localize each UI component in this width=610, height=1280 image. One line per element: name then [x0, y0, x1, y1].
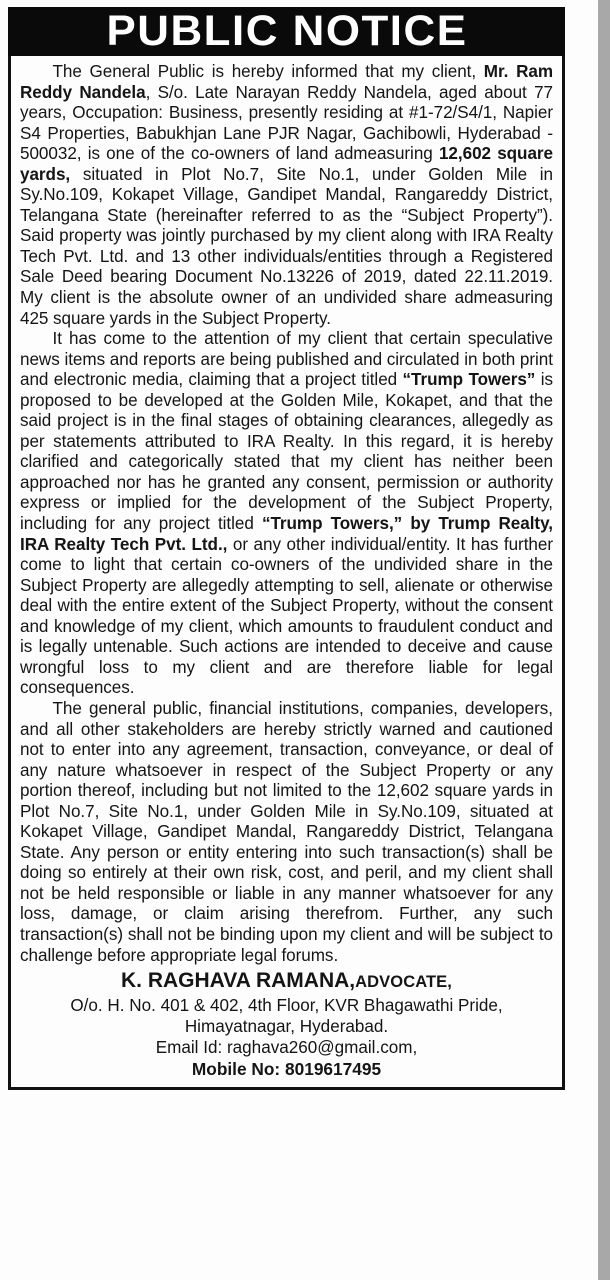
advocate-name-line [20, 968, 553, 995]
advocate-address-line-2: Himayatnagar, Hyderabad. [184, 1017, 389, 1037]
land-area-bold: 12,602 square yards, [20, 144, 554, 184]
paragraph-1-segment-1: The General Public is hereby informed that my client, [52, 62, 484, 81]
public-notice-advertisement [8, 7, 565, 1090]
advocate-email: Email Id: raghava260@gmail.com, [155, 1038, 418, 1058]
paragraph-2-segment-3: or any other individual/entity. It has further come to light that certain co-owners of the undivided share in the Subject Property are allegedly attempting to sell, alienate or otherwise deal with the entire extent of the Subject Property, without the consent and knowledge of my client, which amounts to fraudulent conduct and is legally untenable. Such actions are intended to deceive and cause wrongful loss to my client and are therefore liable for legal consequences. [20, 534, 553, 698]
project-title-bold: “Trump Towers” [402, 370, 536, 390]
paragraph-2-segment-2: is proposed to be developed at the Golden Mile, Kokapet, and that the said project is in the final stages of obtaining clearances, allegedly as per statements attributed to IRA Realty. In this regard, it is hereby clarified and categorically stated that my client has neither been approached nor has he granted any consent, permission or authority express or implied for the development of the Subject Property, including for any project titled [20, 370, 553, 534]
advocate-address-line-1: O/o. H. No. 401 & 402, 4th Floor, KVR Bhagawathi Pride, [70, 996, 503, 1016]
developers-bold: “Trump Towers,” by Trump Realty, IRA Realty Tech Pvt. Ltd., [20, 514, 553, 554]
paragraph-1-segment-3: situated in Plot No.7, Site No.1, under Golden Mile in Sy.No.109, Kokapet Village, Gandipet Mandal, Rangareddy District, Telangana State (hereinafter referred to as the “Subject Property”). Said property was jointly purchased by my client along with IRA Realty Tech Pvt. Ltd. and 13 other individuals/entities through a Registered Sale Deed bearing Document No.13226 of 2019, dated 22.11.2019. My client is the absolute owner of an undivided share admeasuring 425 square yards in the Subject Property. [20, 164, 553, 328]
client-name-bold: Mr. Ram Reddy Nandela [20, 62, 553, 102]
page-title: PUBLIC NOTICE [105, 7, 468, 55]
advocate-signature-block [20, 968, 553, 1080]
advocate-role: ADVOCATE, [355, 973, 452, 992]
notice-header-band [8, 7, 565, 56]
page-gutter-strip [598, 0, 610, 1280]
paragraph-2-segment-1: It has come to the attention of my client that certain speculative news items and reports are being published and circulated in both print and electronic media, claiming that a project titled [20, 329, 553, 390]
advocate-mobile: Mobile No: 8019617495 [191, 1059, 382, 1080]
notice-paragraph-1 [20, 62, 553, 329]
notice-paragraph-2 [20, 329, 553, 699]
paragraph-1-segment-2: , S/o. Late Narayan Reddy Nandela, aged about 77 years, Occupation: Business, presently residing at #1-72/S4/1, Napier S4 Properties, Babukhjan Lane PJR Nagar, Gachibowli, Hyderabad - 500032, is one of the co-owners of land admeasuring [20, 82, 553, 164]
advocate-name: K. RAGHAVA RAMANA, [121, 969, 356, 993]
notice-paragraph-3: The general public, financial institutions, companies, developers, and all other stakeholders are hereby strictly warned and cautioned not to enter into any agreement, transaction, conveyance, or deal of any nature whatsoever in respect of the Subject Property or any portion thereof, including but not limited to the 12,602 square yards in Plot No.7, Site No.1, under Golden Mile in Sy.No.109, situated at Kokapet Village, Gandipet Mandal, Rangareddy District, Telangana State. Any person or entity entering into such transaction(s) shall be doing so entirely at their own risk, cost, and peril, and my client shall not be held responsible or liable in any manner whatsoever for any loss, damage, or claim arising therefrom. Further, any such transaction(s) shall not be binding upon my client and will be subject to challenge before appropriate legal forums. [20, 698, 553, 965]
notice-body-box [8, 56, 565, 1090]
